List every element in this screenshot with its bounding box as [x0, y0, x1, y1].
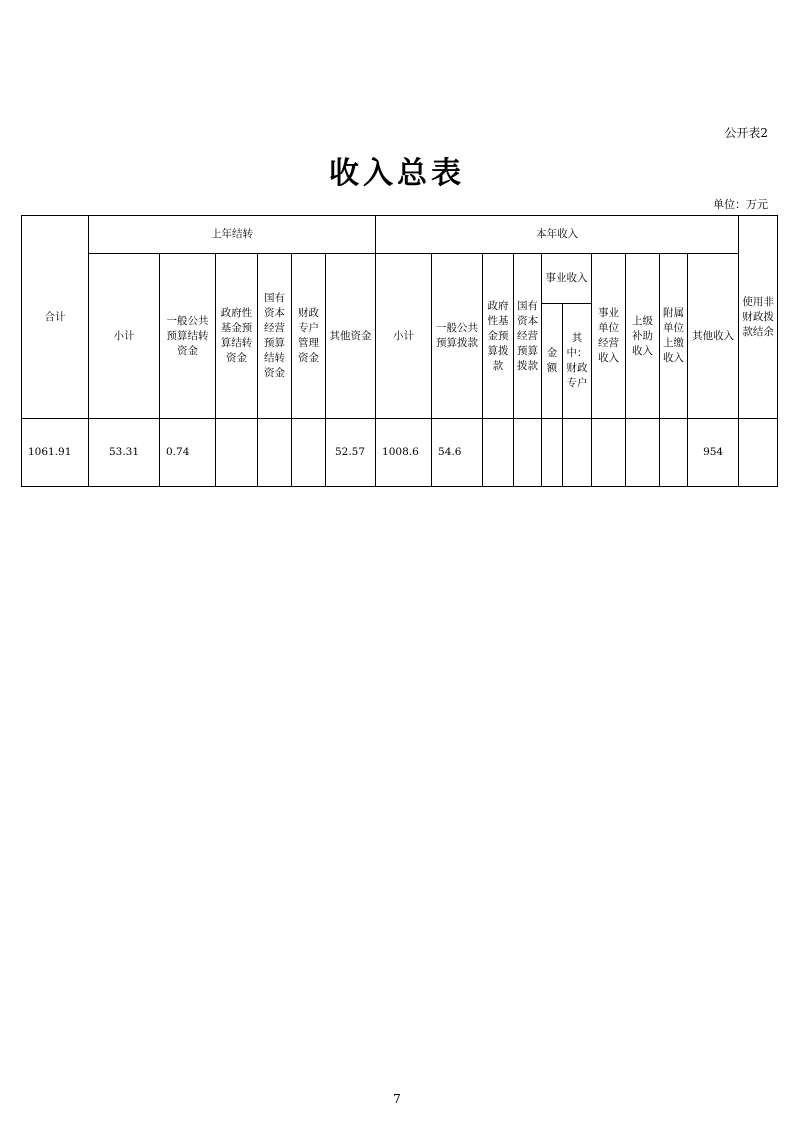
form-number: 公开表2 — [724, 126, 768, 140]
income-summary-table — [21, 215, 778, 487]
header-curr-business-amount: 金额 — [542, 304, 563, 419]
header-curr-other: 其他收入 — [688, 254, 739, 419]
cell-curr-other: 954 — [688, 419, 739, 487]
header-curr-business-group: 事业收入 — [542, 254, 592, 304]
cell-curr-gov-fund — [483, 419, 514, 487]
table-row — [22, 419, 778, 487]
header-prev-state-capital: 国有资本经营预算结转资金 — [258, 254, 292, 419]
header-surplus: 使用非财政拨款结余 — [739, 216, 778, 419]
header-curr-general: 一般公共预算拨款 — [432, 254, 483, 419]
cell-curr-affiliated — [660, 419, 688, 487]
cell-curr-operating — [592, 419, 626, 487]
header-prev-special: 财政专户管理资金 — [292, 254, 326, 419]
header-row-2 — [22, 254, 778, 304]
header-curr-gov-fund: 政府性基金预算拨款 — [483, 254, 514, 419]
cell-curr-general: 54.6 — [432, 419, 483, 487]
header-prev-other: 其他资金 — [326, 254, 376, 419]
header-prev-gov-fund: 政府性基金预算结转资金 — [216, 254, 258, 419]
cell-curr-business-special — [563, 419, 592, 487]
header-total: 合计 — [22, 216, 89, 419]
cell-curr-state-capital — [514, 419, 542, 487]
header-curr-group: 本年收入 — [376, 216, 739, 254]
unit-label: 单位：万元 — [713, 198, 768, 211]
cell-curr-superior — [626, 419, 660, 487]
cell-prev-state-capital — [258, 419, 292, 487]
header-curr-superior: 上级补助收入 — [626, 254, 660, 419]
header-curr-operating: 事业单位经营收入 — [592, 254, 626, 419]
header-curr-state-capital: 国有资本经营预算拨款 — [514, 254, 542, 419]
header-prev-group: 上年结转 — [89, 216, 376, 254]
header-row-1 — [22, 216, 778, 254]
header-curr-business-special: 其中：财政专户 — [563, 304, 592, 419]
cell-curr-subtotal: 1008.6 — [376, 419, 432, 487]
page-number: 7 — [393, 1092, 401, 1106]
header-curr-affiliated: 附属单位上缴收入 — [660, 254, 688, 419]
header-prev-subtotal: 小计 — [89, 254, 160, 419]
header-curr-subtotal: 小计 — [376, 254, 432, 419]
cell-prev-other: 52.57 — [326, 419, 376, 487]
cell-prev-gov-fund — [216, 419, 258, 487]
cell-prev-subtotal: 53.31 — [89, 419, 160, 487]
cell-prev-special — [292, 419, 326, 487]
cell-prev-general: 0.74 — [160, 419, 216, 487]
cell-surplus — [739, 419, 778, 487]
cell-total: 1061.91 — [22, 419, 89, 487]
header-prev-general: 一般公共预算结转资金 — [160, 254, 216, 419]
cell-curr-business-amount — [542, 419, 563, 487]
page-title: 收入总表 — [329, 156, 465, 191]
